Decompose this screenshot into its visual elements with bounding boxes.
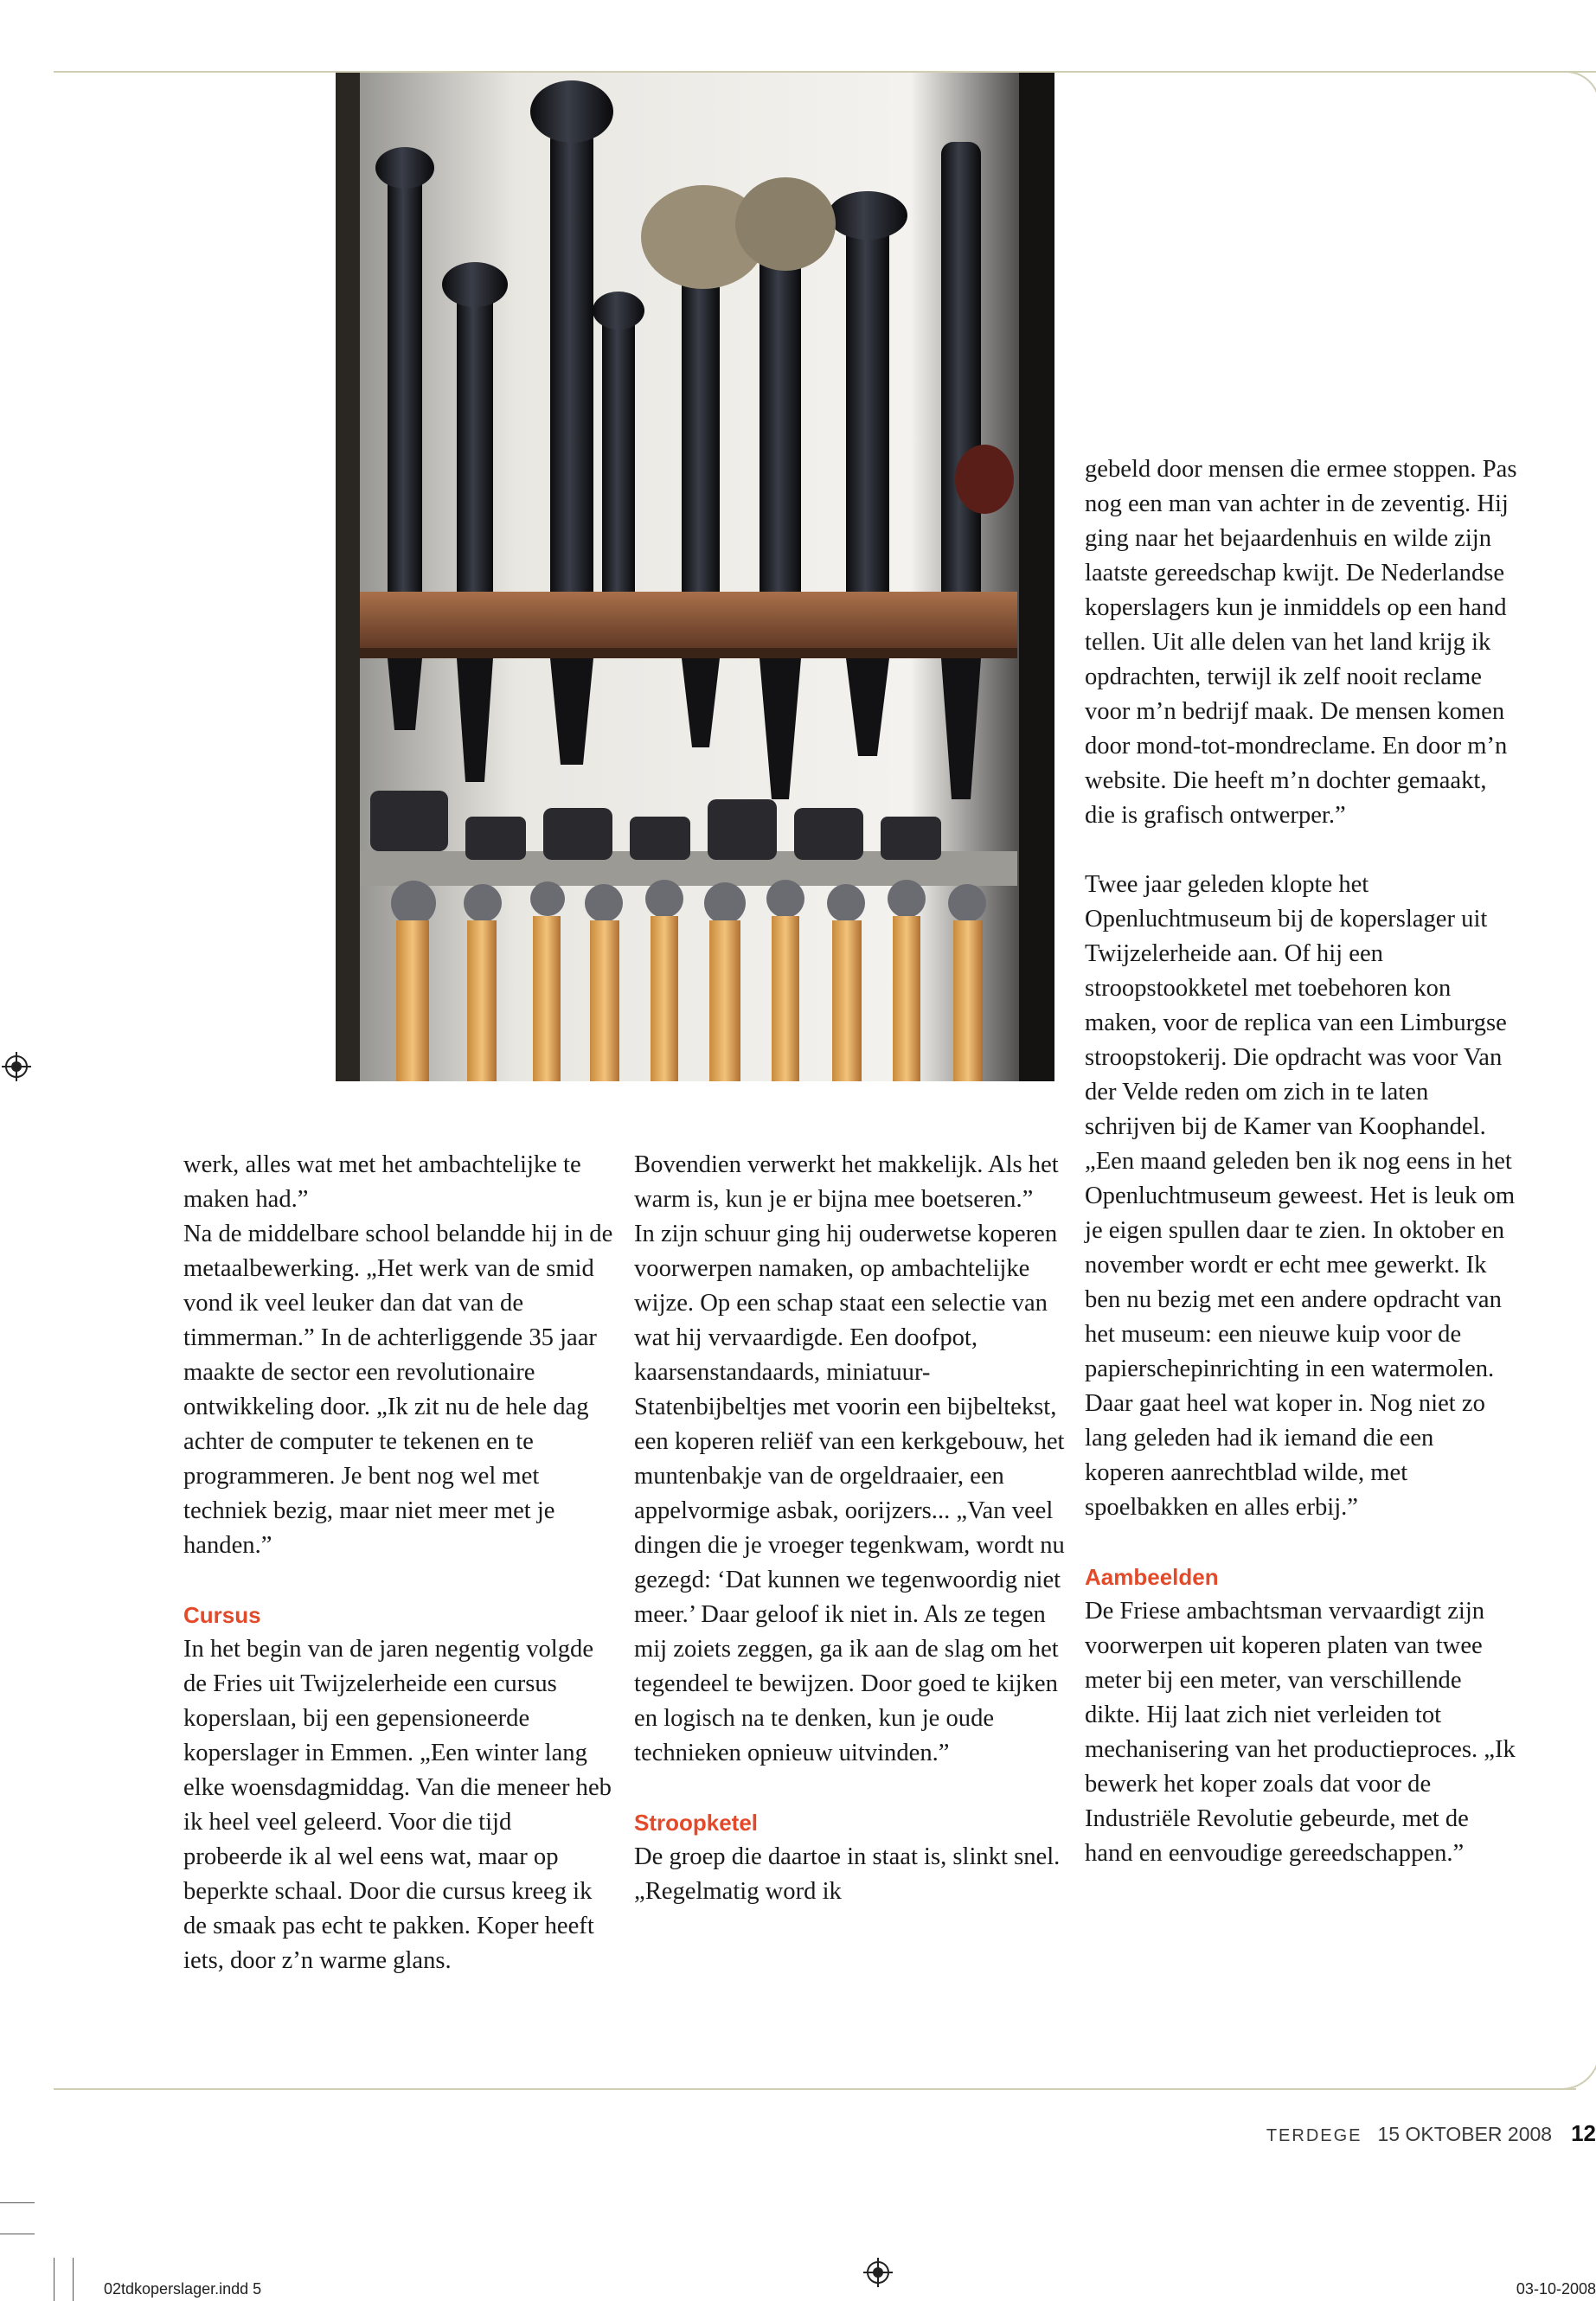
registration-mark-icon [2,1052,31,1081]
top-rule-corner [1566,71,1596,106]
paragraph: In het begin van de jaren negentig volgde de Fries uit Twijzelerheide een cursus koperslaan, bij een gepensioneerde koperslager in Emmen. „Een winter lang elke woensdagmiddag. Van die meneer heb ik heel veel geleerd. Voor die tijd probeerde ik al wel eens wat, maar op beperkte schaal. Door die cursus kreeg ik de smaak pas echt te pakken. Koper heeft iets, door z’n warme glans. [183,1636,612,1974]
tool-rack-photo-icon [336,73,1054,1081]
slug-date: 03-10-2008 [1516,2280,1596,2298]
bottom-rule [54,2088,1576,2090]
paragraph-gap [183,1563,616,1598]
paragraph: werk, alles wat met het ambachtelijke te maken had.” [183,1151,581,1213]
paragraph: Na de middelbare school belandde hij in de metaalbewerking. „Het werk van de smid vond ik veel leuker dan dat van de timmerman.” In de achterliggende 35 jaar maakte de sector een revolutionaire ontwikkeling door. „Ik zit nu de hele dag achter de computer te tekenen en te programmeren. Je bent nog wel met techniek bezig, maar niet meer met je handen.” [183,1221,613,1559]
paragraph: Bovendien verwerkt het makkelijk. Als het warm is, kun je er bijna mee boetseren.” [634,1151,1059,1213]
paragraph: Twee jaar geleden klopte het Openluchtmuseum bij de koperslager uit Twijzelerheide aan. Of hij een stroopstookketel met toebehoren kon maken, voor de replica van een Limburgse stroopstokerij. Die opdracht was voor Van der Velde reden om zich in te laten schrijven bij de Kamer van Koophandel. „Een maand geleden ben ik nog eens in het Openluchtmuseum geweest. Het is leuk om je eigen spullen daar te zien. In oktober en november wordt er echt mee gewerkt. Ik ben nu bezig met een andere opdracht van het museum: een nieuwe kuip voor de papierschepinrichting in een watermolen. Daar gaat heel wat koper in. Nog niet zo lang geleden had ik iemand die een koperen aanrechtblad wilde, met spoelbakken en alles erbij.” [1085,871,1516,1521]
paragraph: De Friese ambachtsman vervaardigt zijn voorwerpen uit koperen platen van twee meter bij een meter, van verschillende dikte. Hij laat zich niet verleiden tot mechanisering van het productieproces. „Ik bewerk het koper zoals dat voor de Industriële Revolutie gebeurde, met de hand en eenvoudige gereedschappen.” [1085,1598,1516,1867]
article-column-1 [183,1148,616,1978]
magazine-name: TERDEGE [1266,2126,1362,2145]
paragraph-gap [634,1771,1067,1805]
section-heading-cursus: Cursus [183,1602,261,1628]
crop-mark [0,2202,35,2203]
section-heading-stroopketel: Stroopketel [634,1810,759,1836]
paragraph-gap [1085,833,1517,868]
paragraph: gebeld door mensen die ermee stoppen. Pas nog een man van achter in de zeventig. Hij ging naar het bejaardenhuis en wilde zijn laatste gereedschap kwijt. De Nederlandse koperslagers kun je inmiddels op een hand tellen. Uit alle delen van het land krijg ik opdrachten, terwijl ik zelf nooit reclame voor m’n bedrijf maak. De mensen komen door mond-tot-mondreclame. En door m’n website. Die heeft m’n dochter gemaakt, die is grafisch ontwerper.” [1085,456,1517,829]
article-column-2 [634,1148,1067,1909]
paragraph: In zijn schuur ging hij ouderwetse koperen voorwerpen namaken, op ambachtelijke wijze. Op een schap staat een selectie van wat hij vervaardigde. Een doofpot, kaarsenstandaards, miniatuur-Statenbijbeltjes met voorin een bijbeltekst, een koperen reliëf van een kerkgebouw, het muntenbakje van de orgeldraaier, een appelvormige asbak, oorijzers... „Van veel dingen die je vroeger tegenkwam, wordt nu gezegd: ‘Dat kunnen we tegenwoordig niet meer.’ Daar geloof ik niet in. Als ze tegen mij zoiets zeggen, ga ik aan de slag om het tegendeel te bewijzen. Door goed te kijken en logisch na te denken, kun je oude technieken opnieuw uitvinden.” [634,1221,1065,1766]
slug-filename: 02tdkoperslager.indd 5 [104,2280,262,2298]
tool-rack-photo [336,73,1054,1081]
crop-mark [73,2258,74,2301]
registration-mark-icon [863,2258,893,2287]
page-number: 12 [1571,2120,1596,2146]
paragraph: De groep die daartoe in staat is, slinkt snel. „Regelmatig word ik [634,1843,1061,1905]
bottom-rule-corner [1561,2050,1596,2090]
section-heading-aambeelden: Aambeelden [1085,1564,1219,1590]
issue-date: 15 OKTOBER 2008 [1377,2123,1553,2145]
page-footer [1266,2116,1596,2150]
paragraph-gap [1085,1525,1517,1560]
article-column-3 [1085,452,1517,1871]
